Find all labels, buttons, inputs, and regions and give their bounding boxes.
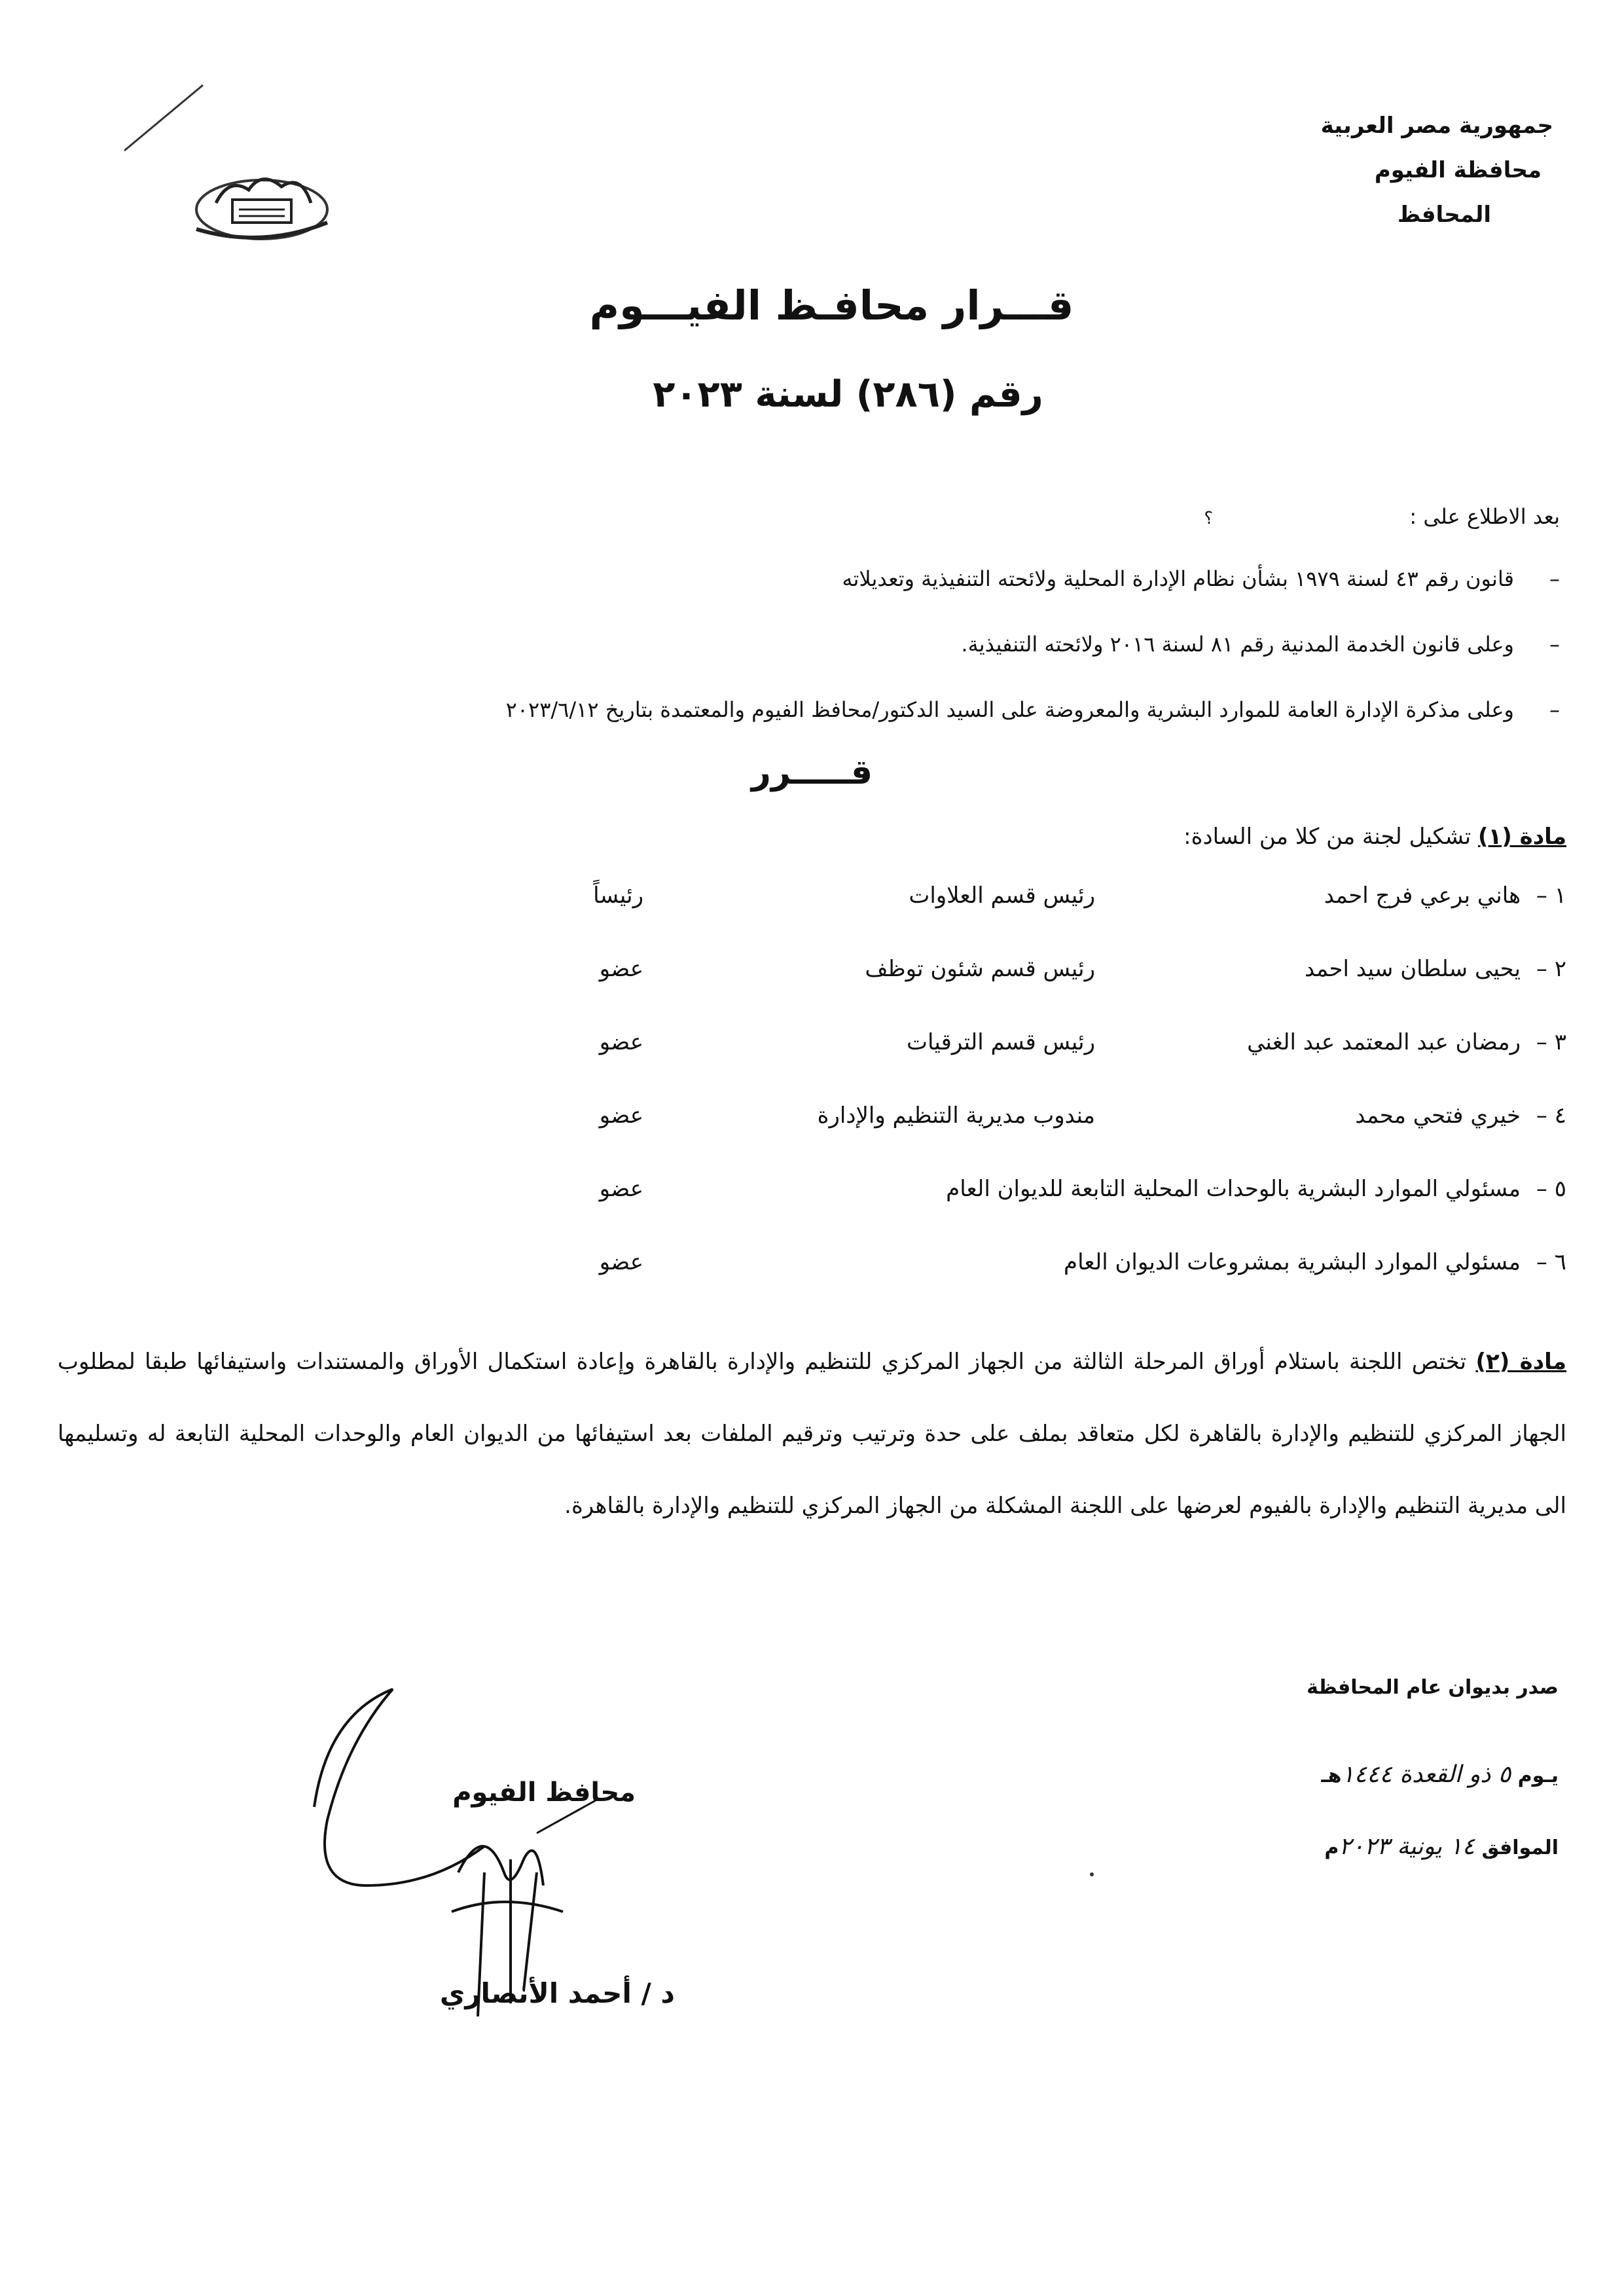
table-row — [61, 1176, 1566, 1249]
gregorian-date — [1324, 1833, 1559, 1860]
table-row — [61, 956, 1566, 1029]
table-row — [61, 1102, 1566, 1176]
issued-place: صدر بديوان عام المحافظة — [1307, 1676, 1559, 1699]
country-name: جمهورية مصر العربية — [1320, 113, 1553, 139]
dash-icon: – — [1549, 632, 1560, 657]
member-number: ٤ – — [1536, 1102, 1566, 1129]
reference-text: وعلى قانون الخدمة المدنية رقم ٨١ لسنة ٢٠١٦ ولائحته التنفيذية. — [961, 632, 1514, 657]
match-suffix: م — [1324, 1836, 1339, 1859]
article-2 — [58, 1326, 1566, 1542]
match-value: ١٤ يونية ٢٠٢٣ — [1339, 1833, 1475, 1860]
article-1-text: تشكيل لجنة من كلا من السادة: — [1183, 824, 1471, 850]
signatory-title: محافظ الفيوم — [452, 1777, 636, 1808]
member-name: رمضان عبد المعتمد عبد الغني — [1247, 1029, 1521, 1055]
governorate-name: محافظة الفيوم — [1374, 157, 1542, 183]
dash-icon: – — [1549, 697, 1560, 722]
hijri-date — [1321, 1761, 1559, 1788]
committee-members — [61, 883, 1566, 1322]
member-role: عضو — [599, 1249, 643, 1275]
article-1-label: مادة (١) — [1477, 824, 1566, 850]
signatory-name: د / أحمد الأنصاري — [439, 1977, 675, 2009]
table-row — [61, 1249, 1566, 1322]
table-row — [61, 883, 1566, 956]
office-name: المحافظ — [1397, 202, 1491, 228]
member-role: عضو — [599, 956, 643, 982]
decided-heading: قـــــرر — [751, 753, 873, 792]
day-value: ٥ ذو القعدة ١٤٤٤ — [1341, 1761, 1511, 1788]
article-1 — [1183, 824, 1566, 850]
member-number: ٣ – — [1536, 1029, 1566, 1055]
member-title: مندوب مديرية التنظيم والإدارة — [817, 1102, 1095, 1129]
match-label: الموافق — [1481, 1836, 1559, 1859]
member-role: عضو — [599, 1029, 643, 1055]
list-item — [61, 566, 1560, 632]
dash-icon: – — [1549, 566, 1560, 591]
article-2-text: تختص اللجنة باستلام أوراق المرحلة الثالثة من الجهاز المركزي للتنظيم والإدارة بالقاهرة وإعادة استكمال الأوراق والمستندات واستيفائها طبقا لمطلوب الجهاز المركزي للتنظيم والإدارة بالقاهرة لكل متعاقد بملف على حدة وترتيب وترقيم الملفات بعد استيفائها من الديوان العام والوحدات المحلية التابعة له وتسليمها الى مديرية التنظيم والإدارة بالفيوم لعرضها على اللجنة المشكلة من الجهاز المركزي للتنظيم والإدارة بالقاهرة. — [58, 1349, 1566, 1519]
member-role: رئيساً — [593, 883, 643, 909]
intro-line — [1204, 504, 1560, 529]
day-suffix: هـ — [1321, 1764, 1342, 1787]
day-label: يـوم — [1517, 1764, 1559, 1787]
member-name: مسئولي الموارد البشرية بمشروعات الديوان العام — [1064, 1249, 1521, 1275]
document-header — [1321, 115, 1553, 248]
governorate-emblem-logo — [177, 144, 347, 255]
member-title: رئيس قسم الترقيات — [906, 1029, 1095, 1055]
article-2-label: مادة (٢) — [1475, 1349, 1566, 1375]
member-number: ١ – — [1536, 883, 1566, 909]
member-name: مسئولي الموارد البشرية بالوحدات المحلية التابعة للديوان العام — [946, 1176, 1521, 1202]
decision-number: رقم (٢٨٦) لسنة ٢٠٢٣ — [653, 373, 1043, 416]
member-role: عضو — [599, 1176, 643, 1202]
references-list — [61, 566, 1560, 763]
member-role: عضو — [599, 1102, 643, 1129]
member-name: يحيى سلطان سيد احمد — [1305, 956, 1521, 982]
member-name: خيري فتحي محمد — [1355, 1102, 1521, 1129]
reference-text: قانون رقم ٤٣ لسنة ١٩٧٩ بشأن نظام الإدارة المحلية ولائحته التنفيذية وتعديلاته — [842, 566, 1514, 591]
list-item — [61, 632, 1560, 697]
ink-dot — [1090, 1872, 1094, 1876]
intro-text: بعد الاطلاع على : — [1409, 504, 1560, 529]
member-number: ٢ – — [1536, 956, 1566, 982]
decision-title: قـــرار محافـظ الفيـــوم — [589, 282, 1074, 329]
table-row — [61, 1029, 1566, 1102]
intro-mark: ؟ — [1204, 509, 1214, 528]
member-number: ٦ – — [1536, 1249, 1566, 1275]
member-title: رئيس قسم العلاوات — [909, 883, 1095, 909]
member-name: هاني برعي فرج احمد — [1324, 883, 1521, 909]
reference-text: وعلى مذكرة الإدارة العامة للموارد البشرية والمعروضة على السيد الدكتور/محافظ الفيوم والمعتمدة بتاريخ ٢٠٢٣/٦/١٢ — [505, 697, 1514, 722]
member-number: ٥ – — [1536, 1176, 1566, 1202]
member-title: رئيس قسم شئون توظف — [865, 956, 1095, 982]
